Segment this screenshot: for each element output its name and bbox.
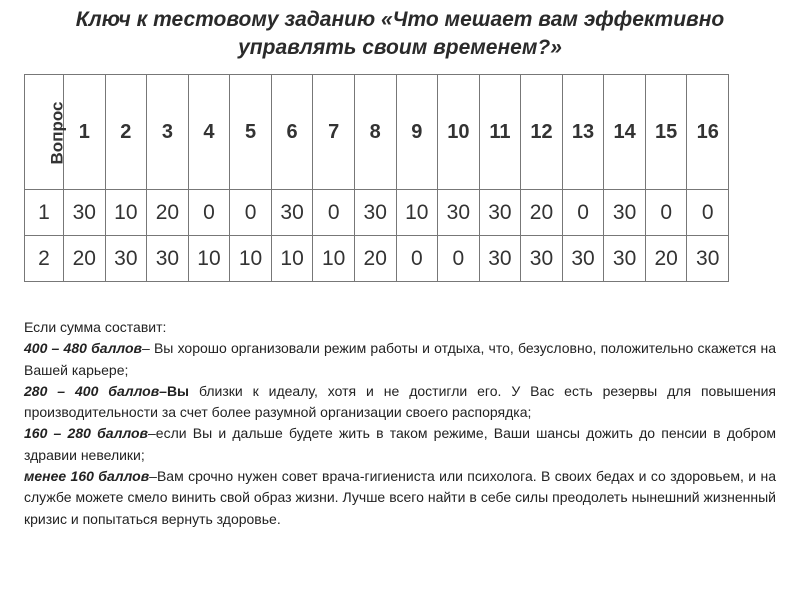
range-description: Вам срочно нужен совет врача-гигиениста или психолога. В своих бедах и со здоровьем, и на службе можете смело винить свой образ жизни. Лучше всего найти в себе силы преодолеть нынешний жизненный кризис и попытаться вернуть здоровье. (24, 468, 776, 527)
score-range-item (24, 381, 776, 424)
score-cell: 0 (230, 190, 272, 236)
score-range-item (24, 466, 776, 530)
score-range: 400 – 480 баллов (24, 340, 142, 357)
question-number-cell: 16 (687, 75, 729, 190)
table-header-row (25, 75, 729, 190)
question-number-cell: 3 (147, 75, 189, 190)
answer-label-cell: 1 (25, 190, 64, 236)
score-cell: 30 (479, 236, 521, 282)
question-number-cell: 10 (438, 75, 480, 190)
score-cell: 10 (188, 236, 230, 282)
question-number-cell: 7 (313, 75, 355, 190)
range-separator: – (147, 425, 156, 442)
score-cell: 0 (562, 190, 604, 236)
question-number-cell: 4 (188, 75, 230, 190)
score-cell: 30 (271, 190, 313, 236)
corner-label: Вопрос (47, 101, 67, 164)
answer-key-table (24, 74, 729, 282)
question-number-cell: 8 (354, 75, 396, 190)
score-cell: 0 (645, 190, 687, 236)
score-cell: 20 (147, 190, 189, 236)
score-cell: 0 (687, 190, 729, 236)
score-range-item (24, 338, 776, 381)
score-cell: 30 (604, 190, 646, 236)
range-description: близки к идеалу, хотя и не достигли его. У Вас есть резервы для повышения производительности за счет более разумной организации своего распорядка; (24, 382, 776, 421)
score-cell: 10 (396, 190, 438, 236)
question-number-cell: 12 (521, 75, 563, 190)
score-cell: 30 (147, 236, 189, 282)
answer-label-cell: 2 (25, 236, 64, 282)
score-cell: 0 (188, 190, 230, 236)
score-cell: 30 (354, 190, 396, 236)
score-cell: 10 (313, 236, 355, 282)
score-cell: 30 (64, 190, 106, 236)
score-range: менее 160 баллов (24, 468, 150, 485)
score-cell: 10 (105, 190, 147, 236)
question-number-cell: 2 (105, 75, 147, 190)
answer-key-table-wrapper (24, 74, 729, 282)
score-cell: 30 (479, 190, 521, 236)
table-row (25, 236, 729, 282)
score-cell: 30 (438, 190, 480, 236)
question-number-cell: 15 (645, 75, 687, 190)
range-separator: –Вы (159, 382, 199, 399)
score-cell: 20 (645, 236, 687, 282)
score-range: 160 – 280 баллов (24, 425, 148, 442)
score-cell: 10 (230, 236, 272, 282)
score-cell: 30 (604, 236, 646, 282)
range-separator: – (149, 468, 157, 485)
question-number-cell: 9 (396, 75, 438, 190)
score-cell: 20 (354, 236, 396, 282)
range-description: Вы хорошо организовали режим работы и отдыха, что, безусловно, положительно скажется на Вашей карьере; (24, 340, 776, 378)
score-cell: 20 (64, 236, 106, 282)
question-number-cell: 1 (64, 75, 106, 190)
range-separator: – (141, 340, 154, 357)
intro-line: Если сумма составит: (24, 319, 167, 335)
question-number-cell: 13 (562, 75, 604, 190)
score-cell: 10 (271, 236, 313, 282)
score-interpretation (24, 317, 776, 530)
score-cell: 20 (521, 190, 563, 236)
table-row (25, 190, 729, 236)
question-number-cell: 14 (604, 75, 646, 190)
score-cell: 30 (562, 236, 604, 282)
range-description: если Вы и дальше будете жить в таком режиме, Ваши шансы дожить до пенсии в добром здравии невелики; (24, 425, 776, 463)
page-title: Ключ к тестовому заданию «Что мешает вам эффективно управлять своим временем?» (75, 8, 725, 59)
score-cell: 0 (438, 236, 480, 282)
score-cell: 30 (687, 236, 729, 282)
question-number-cell: 5 (230, 75, 272, 190)
score-cell: 30 (105, 236, 147, 282)
score-cell: 0 (313, 190, 355, 236)
score-cell: 30 (521, 236, 563, 282)
score-range: 280 – 400 баллов (24, 382, 160, 399)
score-cell: 0 (396, 236, 438, 282)
question-number-cell: 6 (271, 75, 313, 190)
score-range-item (24, 423, 776, 466)
question-number-cell: 11 (479, 75, 521, 190)
corner-cell (25, 75, 67, 190)
